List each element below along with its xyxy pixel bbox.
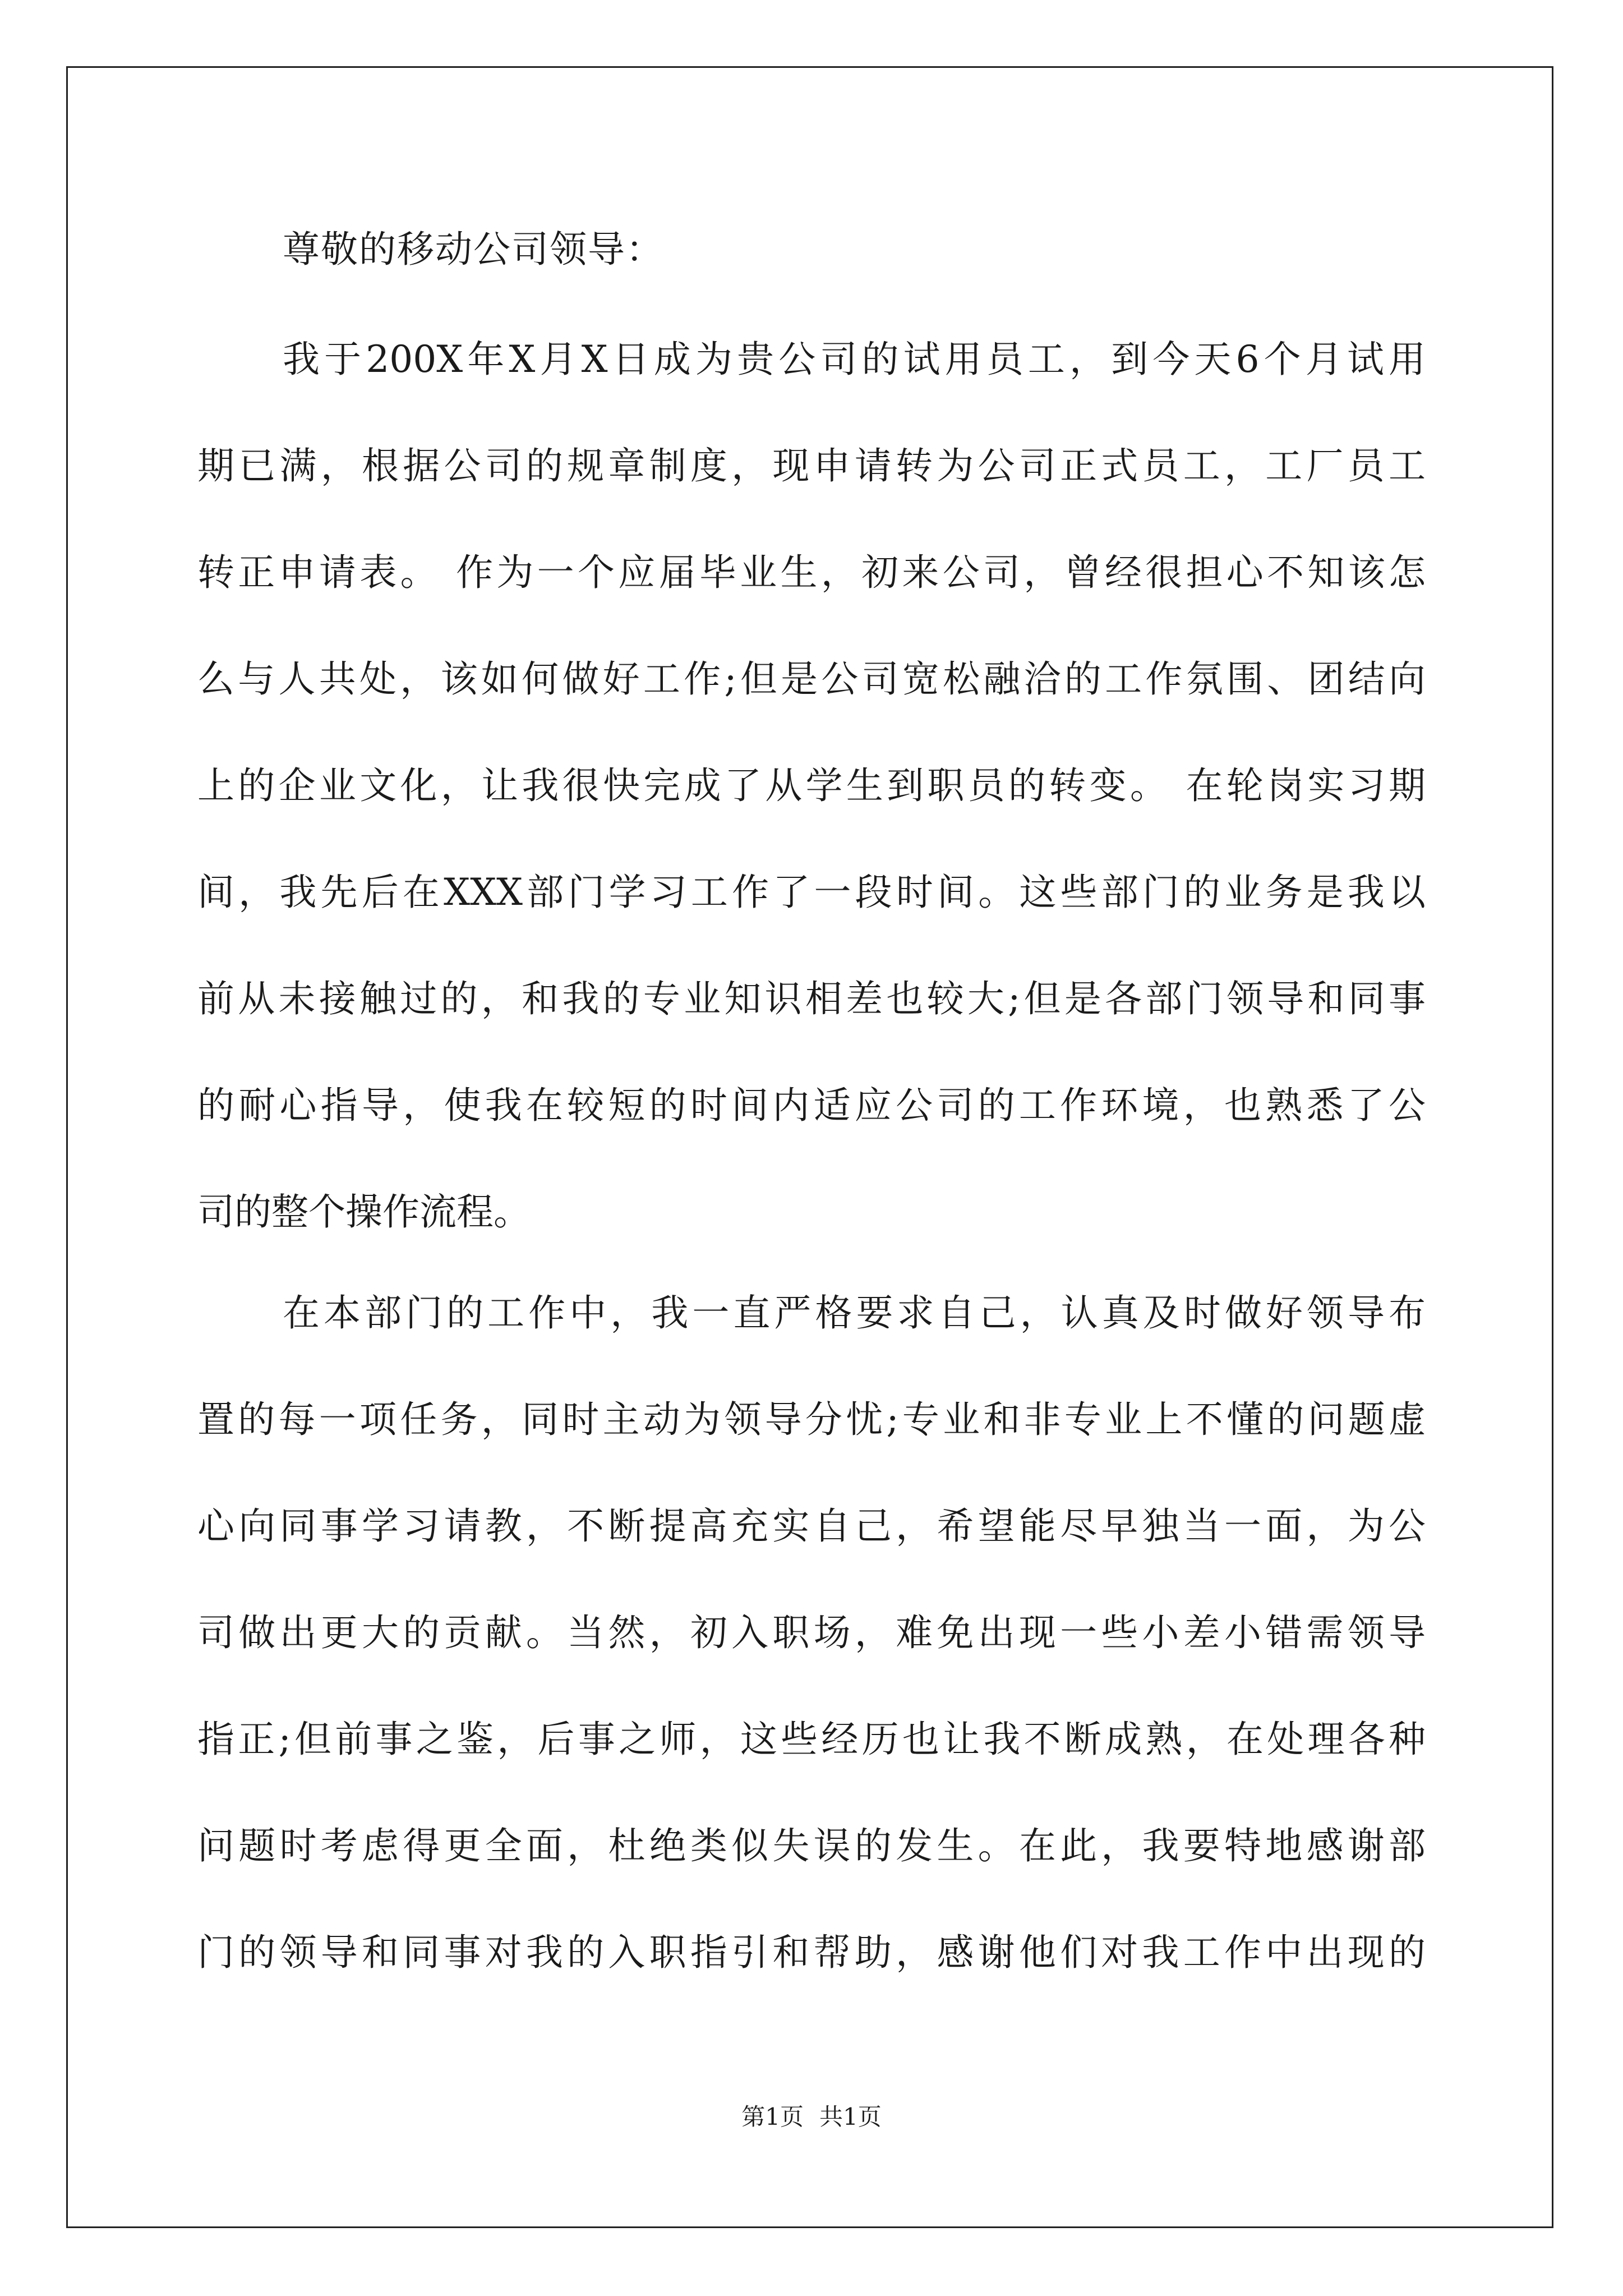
- paragraph-1-line-6: 间，我先后在XXX部门学习工作了一段时间。这些部门的业务是我以: [197, 871, 1426, 914]
- page-footer: [0, 2101, 1623, 2133]
- paragraph-1-line-9: 司的整个操作流程。: [197, 1190, 531, 1234]
- paragraph-1-line-2: 期已满，根据公司的规章制度，现申请转为公司正式员工，工厂员工: [197, 444, 1426, 487]
- paragraph-1-line-5: 上的企业文化，让我很快完成了从学生到职员的转变。 在轮岗实习期: [197, 764, 1426, 807]
- paragraph-2-line-1: 在本部门的工作中，我一直严格要求自己，认真及时做好领导布: [283, 1291, 1426, 1335]
- paragraph-1-line-8: 的耐心指导，使我在较短的时间内适应公司的工作环境，也熟悉了公: [197, 1084, 1426, 1127]
- paragraph-1-line-7: 前从未接触过的，和我的专业知识相差也较大;但是各部门领导和同事: [197, 977, 1426, 1020]
- page-number: 第1页: [741, 2103, 804, 2131]
- paragraph-2-line-3: 心向同事学习请教，不断提高充实自己，希望能尽早独当一面，为公: [197, 1504, 1426, 1548]
- paragraph-2-line-5: 指正;但前事之鉴，后事之师，这些经历也让我不断成熟，在处理各种: [197, 1718, 1426, 1761]
- paragraph-2-line-7: 门的领导和同事对我的入职指引和帮助，感谢他们对我工作中出现的: [197, 1931, 1426, 1974]
- paragraph-1-line-4: 么与人共处，该如何做好工作;但是公司宽松融洽的工作氛围、团结向: [197, 657, 1426, 701]
- total-pages: 共1页: [819, 2103, 882, 2131]
- paragraph-1-line-1: 我于200X年X月X日成为贵公司的试用员工，到今天6个月试用: [283, 338, 1426, 381]
- salutation: 尊敬的移动公司领导：: [283, 228, 664, 271]
- paragraph-2-line-2: 置的每一项任务，同时主动为领导分忧;专业和非专业上不懂的问题虚: [197, 1398, 1426, 1441]
- paragraph-2-line-4: 司做出更大的贡献。当然，初入职场，难免出现一些小差小错需领导: [197, 1611, 1426, 1654]
- paragraph-2-line-6: 问题时考虑得更全面，杜绝类似失误的发生。在此，我要特地感谢部: [197, 1824, 1426, 1867]
- page-border: [66, 66, 1553, 2228]
- paragraph-1-line-3: 转正申请表。 作为一个应届毕业生，初来公司，曾经很担心不知该怎: [197, 551, 1426, 594]
